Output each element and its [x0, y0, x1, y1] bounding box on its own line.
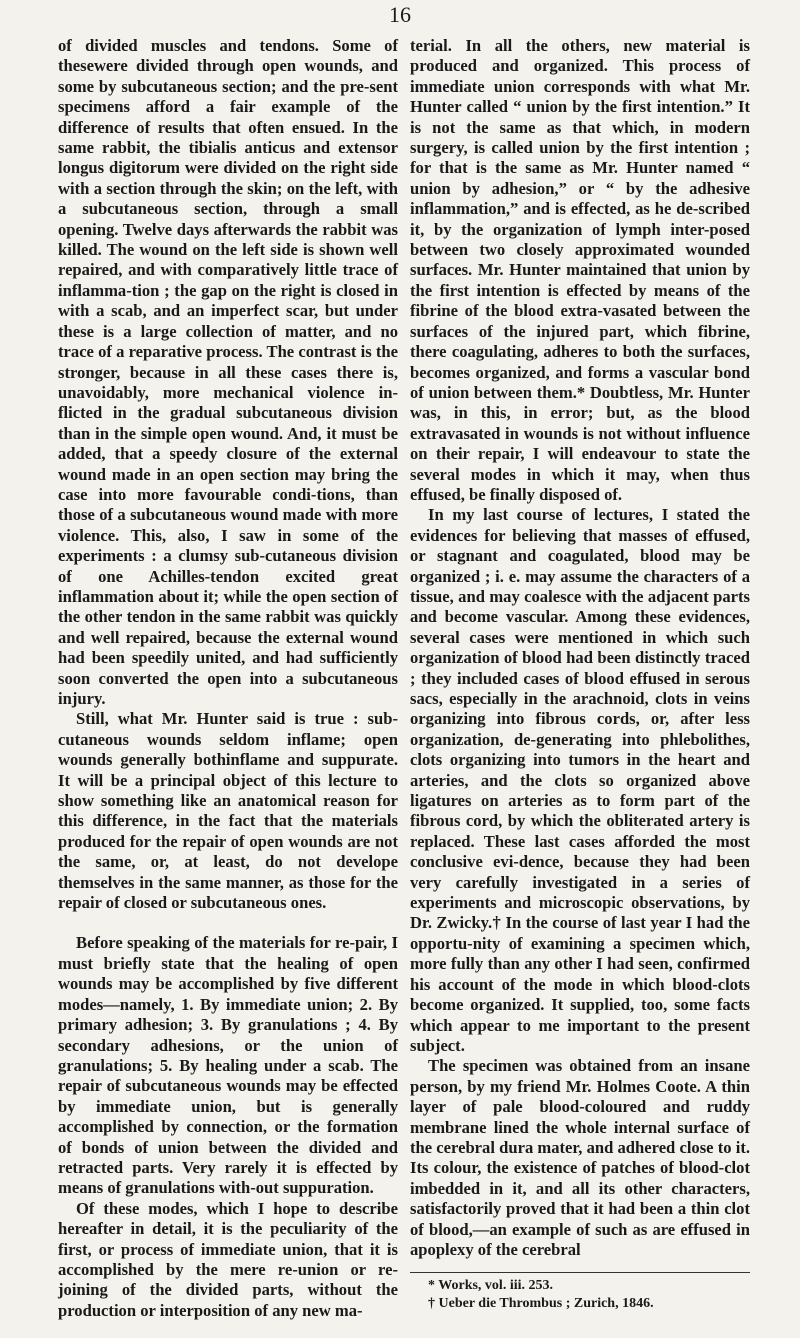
footnote: * Works, vol. iii. 253. — [428, 1278, 553, 1294]
paragraph: Still, what Mr. Hunter said is true : sub-cutaneous wounds seldom inflame; open wounds generally bothinflame and suppurate. It will be a principal object of this lecture to show something like an anatomical reason for this difference, in the fact that the materials produced for the repair of open wounds are not the same, or, at least, do not develope themselves in the same manner, as those for the repair of closed or subcutaneous ones. — [58, 709, 398, 913]
footnote: † Ueber die Thrombus ; Zurich, 1846. — [428, 1296, 654, 1312]
paragraph: Before speaking of the materials for re-pair, I must briefly state that the healing of open wounds may be accomplished by five different modes—namely, 1. By immediate union; 2. By primary adhesion; 3. By granulations ; 4. By secondary adhesions, or the union of granulations; 5. By healing under a scab. The repair of subcutaneous wounds may be effected by immediate union, but is generally accomplished by connection, or the formation of bonds of union between the divided and retracted parts. Very rarely it is effected by means of granulations with-out suppuration. — [58, 933, 398, 1198]
paragraph: In my last course of lectures, I stated the evidences for believing that masses of effused, or stagnant and coagulated, blood may be organized ; i. e. may assume the characters of a tissue, and may coalesce with the adjacent parts and become vascular. Among these evidences, several cases were mentioned in which such organization of blood had been distinctly traced ; they included cases of blood effused in serous sacs, especially in the arachnoid, clots in veins organizing into fibrous cords, or, after less organization, de-generating into phlebolithes, clots organizing into tumors in the heart and arteries, and the clots so organized above ligatures on arteries as to form part of the fibrous cord, by which the obliterated artery is replaced. These last cases afforded the most conclusive evi-dence, because they had been very carefully investigated in a series of experiments and microscopic observations, by Dr. Zwicky.† In the course of last year I had the opportu-nity of examining a specimen which, more fully than any other I had seen, confirmed his account of the mode in which blood-clots become organized. It supplied, too, some facts which appear to me important to the present subject. — [410, 505, 750, 1055]
paragraph: The specimen was obtained from an insane person, by my friend Mr. Holmes Coote. A thin layer of pale blood-coloured and ruddy membrane lined the whole internal surface of the cerebral dura mater, and adhered close to it. Its colour, the existence of patches of blood-clot imbedded in it, and all its other characters, satisfactorily proved that it had been a thin clot of blood,—an example of such as are effused in apoplexy of the cerebral — [410, 1056, 750, 1259]
left-column — [58, 36, 398, 1321]
footnote-divider — [410, 1272, 750, 1273]
paragraph: Of these modes, which I hope to describe hereafter in detail, it is the peculiarity of the first, or process of immediate union, that it is accomplished by the mere re-union or re-joining of the divided parts, without the production or interposition of any new ma- — [58, 1198, 398, 1320]
paragraph: of divided muscles and tendons. Some of thesewere divided through open wounds, and some by subcutaneous section; and the pre-sent specimens afford a fair example of the difference of results that often ensued. In the same rabbit, the tibialis anticus and extensor longus digitorum were divided on the right side with a section through the skin; on the left, with a subcutaneous section, through a small opening. Twelve days afterwards the rabbit was killed. The wound on the left side is shown well repaired, and with comparatively little trace of inflamma-tion ; the gap on the right is closed in with a scab, and an imperfect scar, but under these is a large collection of matter, and no trace of a reparative process. The contrast is the stronger, because in all these cases there is, unavoidably, more mechanical violence in-flicted in the gradual subcutaneous division than in the simple open wound. And, it must be added, that a speedy closure of the external wound made in an open section may bring the case into more favourable condi-tions, than those of a subcutaneous wound made with more violence. This, also, I saw in some of the experiments : a clumsy sub-cutaneous division of one Achilles-tendon excited great inflammation about it; while the open section of the other tendon in the same rabbit was quickly and well repaired, because the external wound had been speedily united, and had sufficiently soon converted the open into a subcutaneous injury. — [58, 36, 398, 708]
page-number: 16 — [389, 2, 411, 27]
right-column — [410, 36, 750, 1313]
paragraph: terial. In all the others, new material is produced and organized. This process of immediate union corresponds with what Mr. Hunter called “ union by the first intention.” It is not the same as that which, in modern surgery, is called union by the first intention ; for that is the same as Mr. Hunter named “ union by adhesion,” or “ by the adhesive inflammation,” and is effected, as he de-scribed it, by the organization of lymph inter-posed between two closely approximated wounded surfaces. Mr. Hunter maintained that union by the first intention is effected by means of the fibrine of the blood extra-vasated between the surfaces of the injured part, which fibrine, there coagulating, adheres to both the surfaces, becomes organized, and forms a vascular bond of union between them.* Doubtless, Mr. Hunter was, in this, in error; but, as the blood extravasated in wounds is not without influence on their repair, I will endeavour to state the several modes in which it may, when thus effused, be finally disposed of. — [410, 36, 750, 504]
